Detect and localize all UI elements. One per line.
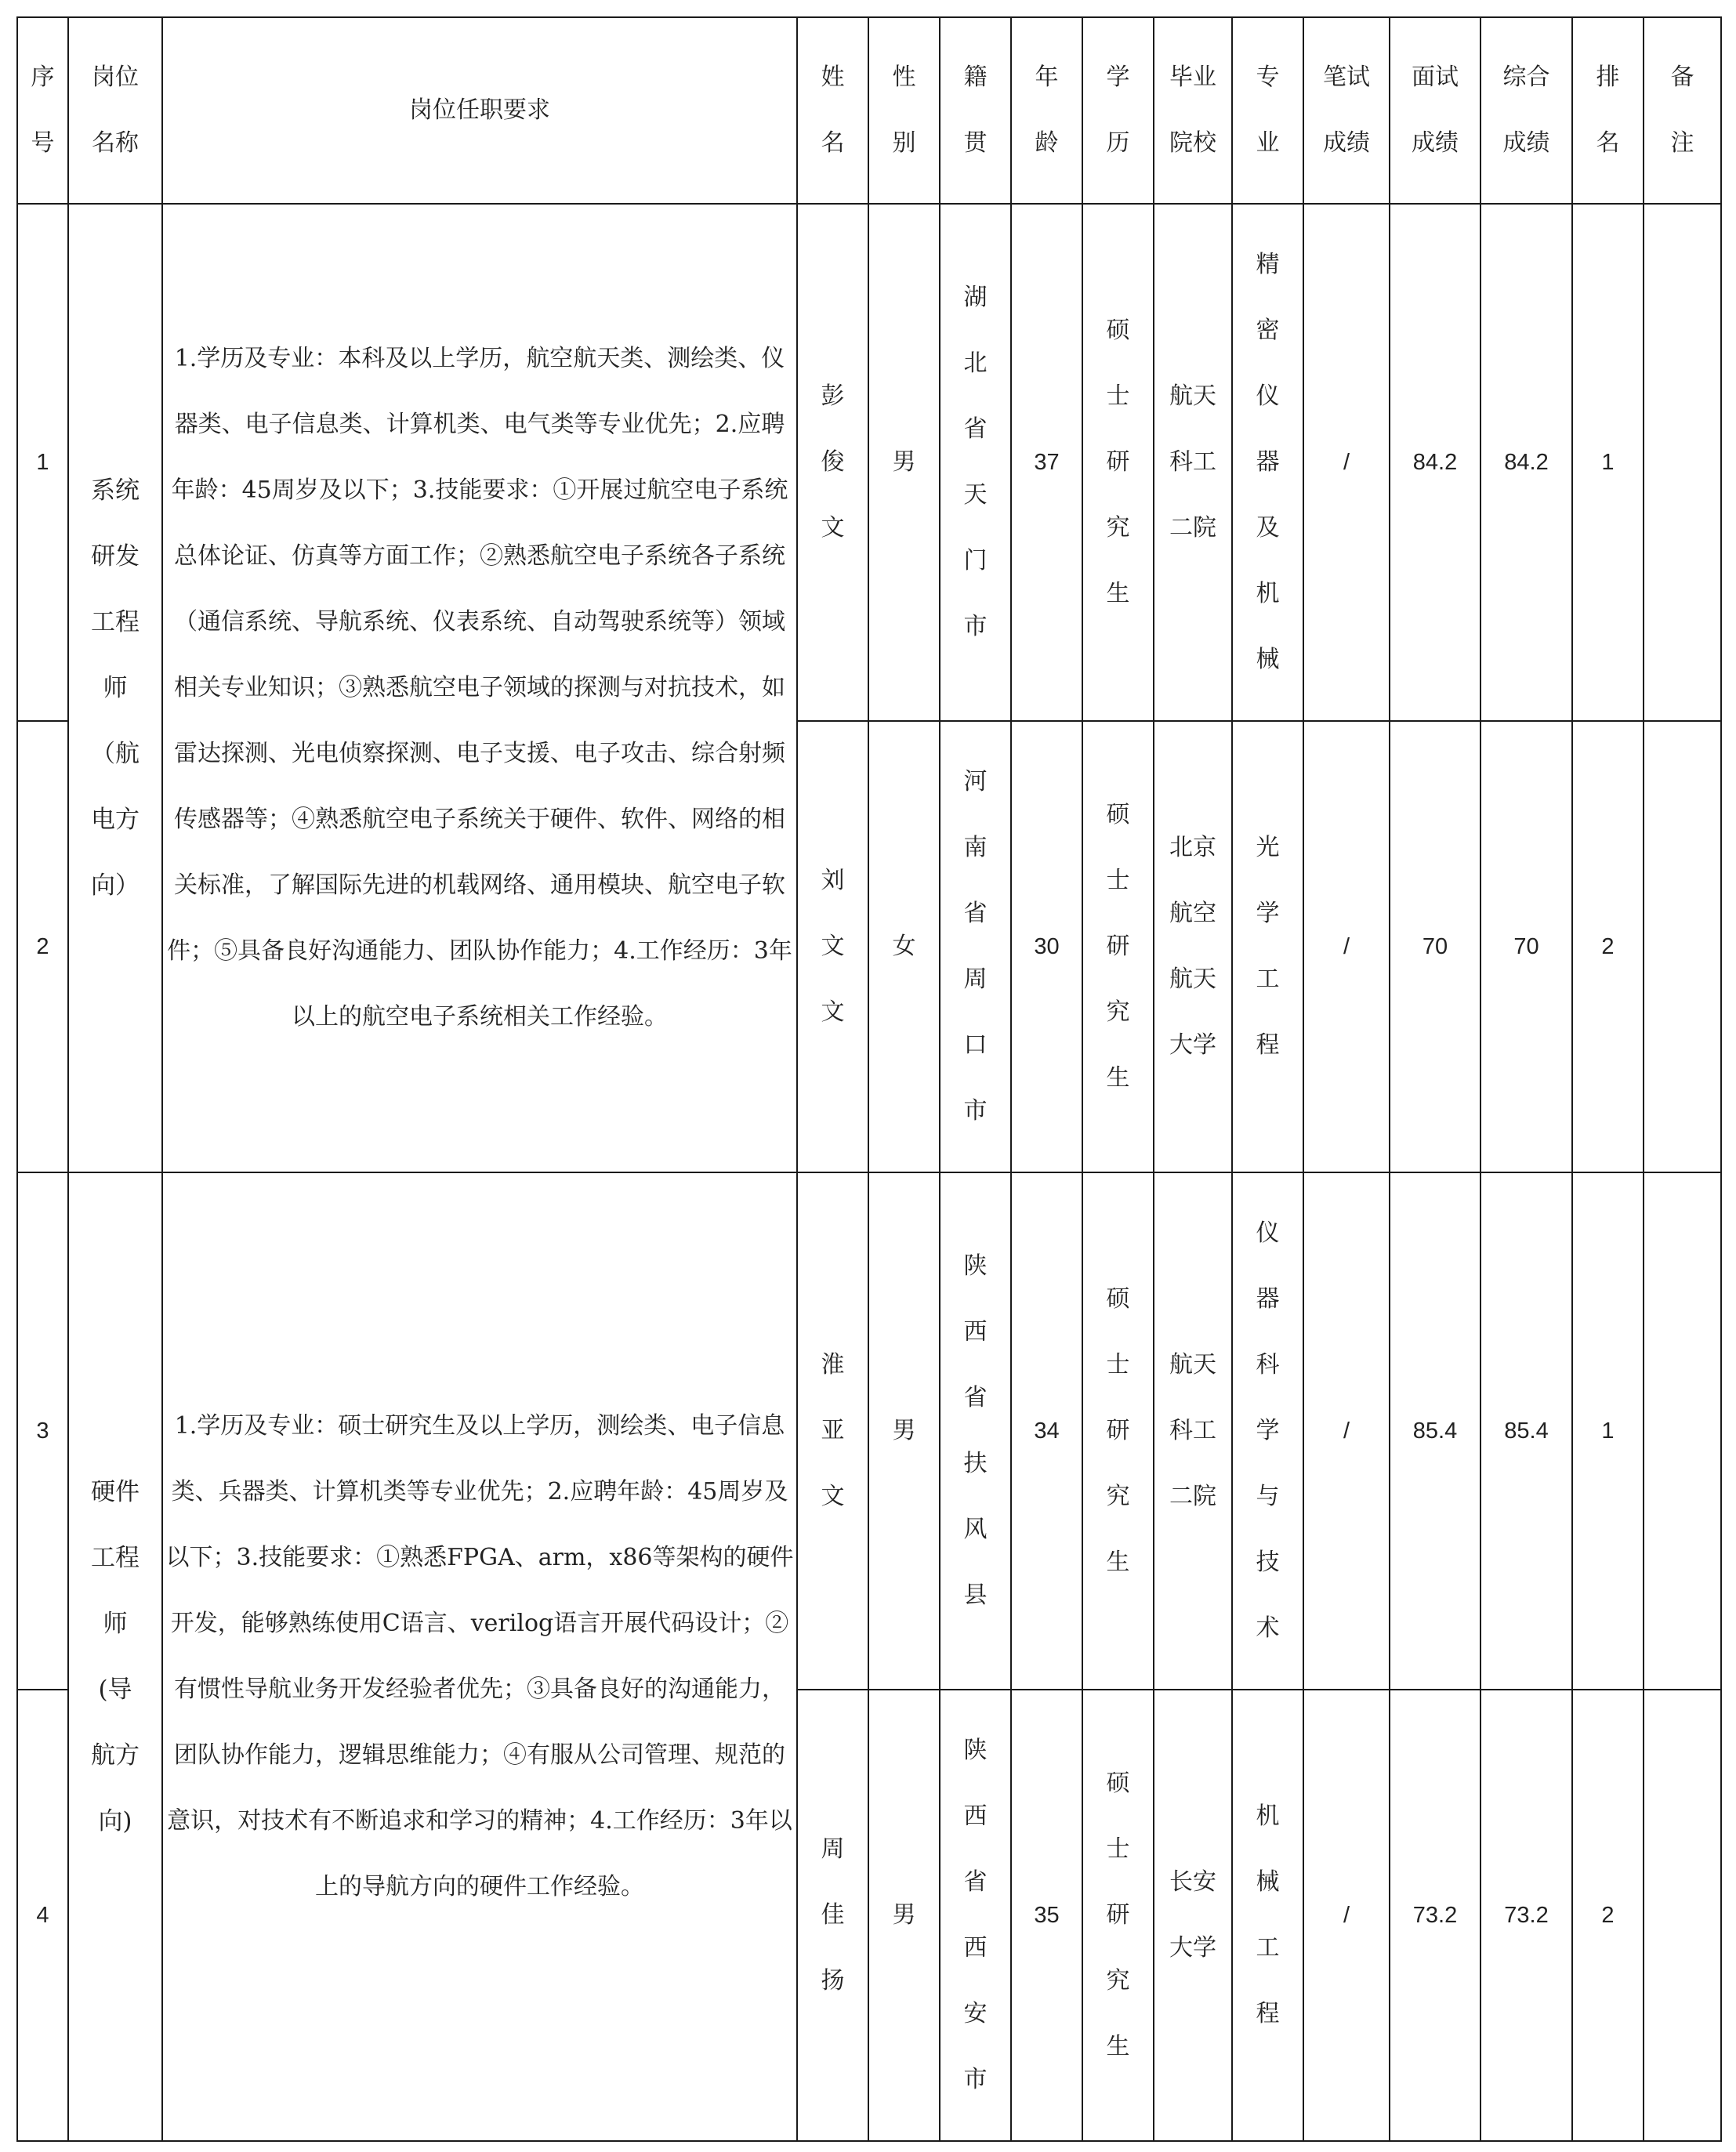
table-row: [17, 204, 1721, 721]
cell-note: [1644, 1172, 1721, 1690]
header-native: 籍贯: [940, 17, 1011, 204]
header-requirements: 岗位任职要求: [162, 17, 797, 204]
cell-name: 刘文文: [797, 721, 868, 1172]
cell-rank: 1: [1572, 1172, 1644, 1690]
cell-seq: 4: [17, 1690, 68, 2141]
header-row: [17, 17, 1721, 204]
cell-written: /: [1303, 1690, 1390, 2141]
cell-seq: 2: [17, 721, 68, 1172]
cell-edu: 硕士研究生: [1082, 721, 1154, 1172]
header-age: 年龄: [1011, 17, 1082, 204]
cell-major: 机械工程: [1232, 1690, 1303, 2141]
cell-name: 彭俊文: [797, 204, 868, 721]
cell-note: [1644, 721, 1721, 1172]
header-name: 姓名: [797, 17, 868, 204]
header-written: 笔试成绩: [1303, 17, 1390, 204]
cell-school: 航天科工二院: [1154, 204, 1232, 721]
header-post: 岗位名称: [68, 17, 162, 204]
header-total: 综合成绩: [1480, 17, 1572, 204]
cell-total: 84.2: [1480, 204, 1572, 721]
cell-written: /: [1303, 1172, 1390, 1690]
cell-age: 35: [1011, 1690, 1082, 2141]
cell-rank: 2: [1572, 1690, 1644, 2141]
cell-interview: 85.4: [1390, 1172, 1480, 1690]
cell-native: 湖北省天门市: [940, 204, 1011, 721]
cell-rank: 1: [1572, 204, 1644, 721]
cell-total: 85.4: [1480, 1172, 1572, 1690]
cell-written: /: [1303, 204, 1390, 721]
cell-gender: 女: [868, 721, 940, 1172]
cell-age: 37: [1011, 204, 1082, 721]
cell-gender: 男: [868, 1690, 940, 2141]
cell-school: 北京航空航天大学: [1154, 721, 1232, 1172]
header-school: 毕业院校: [1154, 17, 1232, 204]
cell-seq: 1: [17, 204, 68, 721]
header-seq: 序号: [17, 17, 68, 204]
cell-written: /: [1303, 721, 1390, 1172]
cell-total: 73.2: [1480, 1690, 1572, 2141]
cell-major: 光学工程: [1232, 721, 1303, 1172]
cell-edu: 硕士研究生: [1082, 204, 1154, 721]
table-row: [17, 1172, 1721, 1690]
cell-native: 陕西省西安市: [940, 1690, 1011, 2141]
cell-major: 仪器科学与技术: [1232, 1172, 1303, 1690]
cell-requirements: 1.学历及专业：本科及以上学历，航空航天类、测绘类、仪器类、电子信息类、计算机类、电气类等专业优先；2.应聘年龄：45周岁及以下；3.技能要求：①开展过航空电子系统总体论证、仿真等方面工作；②熟悉航空电子系统各子系统（通信系统、导航系统、仪表系统、自动驾驶系统等）领域相关专业知识；③熟悉航空电子领域的探测与对抗技术，如雷达探测、光电侦察探测、电子支援、电子攻击、综合射频传感器等；④熟悉航空电子系统关于硬件、软件、网络的相关标准，了解国际先进的机载网络、通用模块、航空电子软件；⑤具备良好沟通能力、团队协作能力；4.工作经历：3年以上的航空电子系统相关工作经验。: [162, 204, 797, 1172]
cell-total: 70: [1480, 721, 1572, 1172]
cell-post: 系统研发工程师（航电方向）: [68, 204, 162, 1172]
cell-major: 精密仪器及机械: [1232, 204, 1303, 721]
header-edu: 学历: [1082, 17, 1154, 204]
header-rank: 排名: [1572, 17, 1644, 204]
cell-post: 硬件工程师(导航方向): [68, 1172, 162, 2141]
cell-school: 航天科工二院: [1154, 1172, 1232, 1690]
cell-age: 30: [1011, 721, 1082, 1172]
header-major: 专业: [1232, 17, 1303, 204]
candidate-table: [16, 16, 1722, 2142]
cell-gender: 男: [868, 204, 940, 721]
cell-name: 周佳扬: [797, 1690, 868, 2141]
cell-seq: 3: [17, 1172, 68, 1690]
header-note: 备注: [1644, 17, 1721, 204]
cell-interview: 73.2: [1390, 1690, 1480, 2141]
cell-interview: 84.2: [1390, 204, 1480, 721]
cell-edu: 硕士研究生: [1082, 1690, 1154, 2141]
cell-requirements: 1.学历及专业：硕士研究生及以上学历，测绘类、电子信息类、兵器类、计算机类等专业优先；2.应聘年龄：45周岁及以下；3.技能要求：①熟悉FPGA、arm，x86等架构的硬件开发，能够熟练使用C语言、verilog语言开展代码设计；②有惯性导航业务开发经验者优先；③具备良好的沟通能力，团队协作能力，逻辑思维能力；④有服从公司管理、规范的意识，对技术有不断追求和学习的精神；4.工作经历：3年以上的导航方向的硬件工作经验。: [162, 1172, 797, 2141]
cell-interview: 70: [1390, 721, 1480, 1172]
cell-name: 淮亚文: [797, 1172, 868, 1690]
cell-note: [1644, 204, 1721, 721]
cell-school: 长安大学: [1154, 1690, 1232, 2141]
cell-rank: 2: [1572, 721, 1644, 1172]
cell-gender: 男: [868, 1172, 940, 1690]
cell-note: [1644, 1690, 1721, 2141]
cell-native: 河南省周口市: [940, 721, 1011, 1172]
header-gender: 性别: [868, 17, 940, 204]
cell-edu: 硕士研究生: [1082, 1172, 1154, 1690]
header-interview: 面试成绩: [1390, 17, 1480, 204]
cell-native: 陕西省扶风县: [940, 1172, 1011, 1690]
cell-age: 34: [1011, 1172, 1082, 1690]
